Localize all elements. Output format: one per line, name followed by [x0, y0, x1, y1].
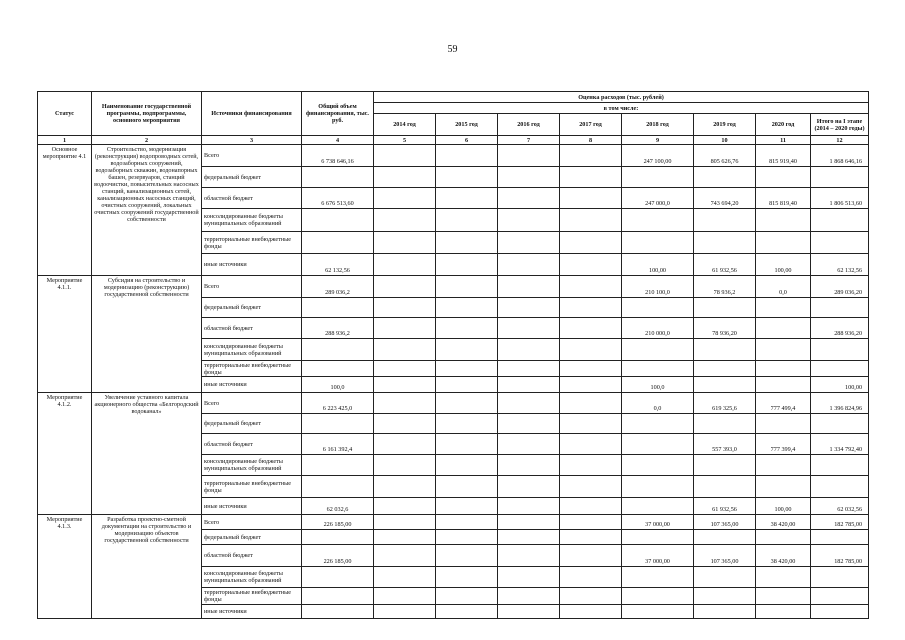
year-cell — [374, 276, 436, 298]
total-cell — [302, 476, 374, 498]
year-cell — [498, 498, 560, 515]
source-label: Всего — [202, 276, 302, 298]
year-cell: 38 420,00 — [756, 545, 811, 567]
stage-total-cell: 288 936,20 — [811, 318, 869, 339]
year-cell — [560, 361, 622, 377]
column-number: 7 — [498, 136, 560, 145]
year-cell — [374, 361, 436, 377]
year-cell — [560, 318, 622, 339]
year-cell — [498, 515, 560, 530]
year-cell — [498, 455, 560, 476]
table-row — [38, 276, 869, 298]
year-cell: 777 499,4 — [756, 393, 811, 414]
stage-total-cell — [811, 567, 869, 588]
year-cell — [436, 498, 498, 515]
year-cell — [560, 515, 622, 530]
total-cell: 6 161 392,4 — [302, 434, 374, 455]
year-cell — [560, 276, 622, 298]
year-cell: 78 936,20 — [694, 318, 756, 339]
year-cell: 100,00 — [622, 254, 694, 276]
year-cell — [498, 145, 560, 167]
year-cell — [498, 476, 560, 498]
year-cell — [374, 515, 436, 530]
year-cell — [498, 588, 560, 605]
row-name: Разработка проектно-сметной документации на строительство и модернизацию объектов государственной собственности — [92, 515, 202, 619]
total-cell — [302, 567, 374, 588]
year-cell — [622, 232, 694, 254]
year-cell — [436, 232, 498, 254]
year-cell — [560, 476, 622, 498]
year-cell — [374, 188, 436, 209]
year-cell — [560, 567, 622, 588]
column-number: 8 — [560, 136, 622, 145]
year-cell — [694, 232, 756, 254]
year-cell — [622, 434, 694, 455]
year-cell — [374, 254, 436, 276]
total-cell — [302, 530, 374, 545]
year-cell — [560, 588, 622, 605]
column-number: 10 — [694, 136, 756, 145]
year-cell — [498, 209, 560, 232]
year-cell — [622, 588, 694, 605]
stage-total-cell: 1 396 824,96 — [811, 393, 869, 414]
year-cell — [694, 476, 756, 498]
year-cell — [756, 339, 811, 361]
year-cell: 210 100,0 — [622, 276, 694, 298]
year-cell — [622, 209, 694, 232]
source-label: иные источники — [202, 254, 302, 276]
total-cell: 226 185,00 — [302, 545, 374, 567]
total-cell: 226 185,00 — [302, 515, 374, 530]
year-cell: 37 000,00 — [622, 515, 694, 530]
year-cell — [694, 605, 756, 619]
row-status: Мероприятие 4.1.2. — [38, 393, 92, 515]
year-cell — [622, 414, 694, 434]
stage-total-cell: 182 785,00 — [811, 545, 869, 567]
source-label: областной бюджет — [202, 434, 302, 455]
header-year: 2019 год — [694, 114, 756, 136]
year-cell — [436, 530, 498, 545]
stage-total-cell: 289 036,20 — [811, 276, 869, 298]
year-cell — [694, 588, 756, 605]
total-cell — [302, 339, 374, 361]
year-cell — [560, 188, 622, 209]
row-name: Субсидия на строительство и модернизацию (реконструкцию) государственной собственности — [92, 276, 202, 393]
source-label: иные источники — [202, 498, 302, 515]
header-year: 2020 год — [756, 114, 811, 136]
year-cell — [498, 545, 560, 567]
year-cell — [498, 530, 560, 545]
total-cell — [302, 209, 374, 232]
column-number: 1 — [38, 136, 92, 145]
year-cell — [436, 455, 498, 476]
stage-total-cell — [811, 361, 869, 377]
year-cell — [560, 232, 622, 254]
year-cell — [436, 393, 498, 414]
year-cell — [498, 167, 560, 188]
year-cell — [374, 567, 436, 588]
year-cell — [374, 476, 436, 498]
year-cell — [436, 145, 498, 167]
stage-total-cell: 1 334 792,40 — [811, 434, 869, 455]
total-cell: 62 032,6 — [302, 498, 374, 515]
year-cell — [622, 605, 694, 619]
year-cell: 100,00 — [756, 498, 811, 515]
total-cell: 100,0 — [302, 377, 374, 393]
year-cell: 0,0 — [756, 276, 811, 298]
year-cell — [498, 361, 560, 377]
column-number: 12 — [811, 136, 869, 145]
row-name: Строительство, модернизация (реконструкция) водопроводных сетей, водозаборных сооружений, водозаборных скважин, водонапорных башен, резервуаров, станций водоочистки, повысительных насосных станций, канализационных сетей, канализационных насосных станций, очистных сооружений, локальных очистных сооружений государственной собственности — [92, 145, 202, 276]
source-label: Всего — [202, 145, 302, 167]
year-cell — [560, 254, 622, 276]
year-cell — [374, 232, 436, 254]
year-cell — [756, 605, 811, 619]
year-cell — [498, 254, 560, 276]
source-label: федеральный бюджет — [202, 414, 302, 434]
year-cell — [560, 377, 622, 393]
year-cell — [756, 476, 811, 498]
source-label: федеральный бюджет — [202, 167, 302, 188]
total-cell — [302, 361, 374, 377]
year-cell — [694, 209, 756, 232]
header-year-total: Итого на I этапе (2014 – 2020 годы) — [811, 114, 869, 136]
year-cell — [756, 209, 811, 232]
year-cell: 107 365,00 — [694, 545, 756, 567]
year-cell: 107 365,00 — [694, 515, 756, 530]
year-cell: 743 694,20 — [694, 188, 756, 209]
year-cell — [436, 298, 498, 318]
year-cell — [374, 318, 436, 339]
source-label: консолидированные бюджеты муниципальных образований — [202, 339, 302, 361]
year-cell — [560, 339, 622, 361]
year-cell: 815 819,40 — [756, 188, 811, 209]
year-cell — [498, 434, 560, 455]
stage-total-cell: 182 785,00 — [811, 515, 869, 530]
year-cell — [374, 209, 436, 232]
year-cell — [694, 298, 756, 318]
year-cell — [436, 545, 498, 567]
year-cell — [622, 455, 694, 476]
header-year: 2017 год — [560, 114, 622, 136]
year-cell — [436, 515, 498, 530]
source-label: территориальные внебюджетные фонды — [202, 361, 302, 377]
total-cell: 288 936,2 — [302, 318, 374, 339]
year-cell — [436, 339, 498, 361]
year-cell — [436, 318, 498, 339]
year-cell — [374, 393, 436, 414]
source-label: территориальные внебюджетные фонды — [202, 476, 302, 498]
year-cell — [622, 530, 694, 545]
column-number: 4 — [302, 136, 374, 145]
year-cell — [560, 414, 622, 434]
total-cell — [302, 455, 374, 476]
source-label: территориальные внебюджетные фонды — [202, 232, 302, 254]
year-cell — [622, 298, 694, 318]
source-label: консолидированные бюджеты муниципальных образований — [202, 455, 302, 476]
year-cell — [756, 298, 811, 318]
year-cell — [560, 605, 622, 619]
column-number: 2 — [92, 136, 202, 145]
year-cell — [374, 545, 436, 567]
row-status: Основное мероприятие 4.1 — [38, 145, 92, 276]
year-cell — [756, 167, 811, 188]
year-cell: 0,0 — [622, 393, 694, 414]
year-cell — [498, 414, 560, 434]
year-cell: 247 100,00 — [622, 145, 694, 167]
header-total: Общий объем финансирования, тыс. руб. — [302, 92, 374, 136]
year-cell — [756, 361, 811, 377]
year-cell — [498, 276, 560, 298]
year-cell — [374, 434, 436, 455]
column-number: 3 — [202, 136, 302, 145]
table-row — [38, 145, 869, 167]
stage-total-cell — [811, 476, 869, 498]
total-cell — [302, 298, 374, 318]
year-cell — [498, 232, 560, 254]
year-cell — [374, 605, 436, 619]
source-label: федеральный бюджет — [202, 530, 302, 545]
source-label: консолидированные бюджеты муниципальных образований — [202, 567, 302, 588]
total-cell: 289 036,2 — [302, 276, 374, 298]
stage-total-cell — [811, 209, 869, 232]
stage-total-cell: 62 132,56 — [811, 254, 869, 276]
year-cell: 38 420,00 — [756, 515, 811, 530]
year-cell — [374, 145, 436, 167]
year-cell — [374, 339, 436, 361]
source-label: Всего — [202, 515, 302, 530]
year-cell: 78 936,2 — [694, 276, 756, 298]
year-cell — [498, 318, 560, 339]
year-cell — [374, 377, 436, 393]
year-cell — [560, 167, 622, 188]
stage-total-cell: 1 806 513,60 — [811, 188, 869, 209]
year-cell: 37 000,00 — [622, 545, 694, 567]
year-cell — [436, 167, 498, 188]
header-year: 2018 год — [622, 114, 694, 136]
year-cell — [560, 498, 622, 515]
header-year: 2016 год — [498, 114, 560, 136]
stage-total-cell — [811, 455, 869, 476]
year-cell — [498, 567, 560, 588]
year-cell — [756, 232, 811, 254]
header-name: Наименование государственной программы, подпрограммы, основного мероприятия — [92, 92, 202, 136]
page-number: 59 — [447, 44, 458, 55]
year-cell — [694, 167, 756, 188]
year-cell — [560, 298, 622, 318]
year-cell — [498, 605, 560, 619]
header-including: в том числе: — [374, 103, 869, 114]
source-label: федеральный бюджет — [202, 298, 302, 318]
year-cell: 210 000,0 — [622, 318, 694, 339]
total-cell: 6 676 513,60 — [302, 188, 374, 209]
year-cell — [756, 588, 811, 605]
year-cell — [374, 498, 436, 515]
total-cell: 6 738 646,16 — [302, 145, 374, 167]
year-cell — [560, 545, 622, 567]
stage-total-cell: 100,00 — [811, 377, 869, 393]
year-cell — [756, 455, 811, 476]
year-cell — [436, 209, 498, 232]
year-cell — [560, 530, 622, 545]
stage-total-cell — [811, 588, 869, 605]
source-label: иные источники — [202, 605, 302, 619]
stage-total-cell — [811, 605, 869, 619]
year-cell — [374, 588, 436, 605]
year-cell: 557 393,0 — [694, 434, 756, 455]
year-cell — [560, 393, 622, 414]
year-cell — [436, 414, 498, 434]
stage-total-cell — [811, 414, 869, 434]
year-cell — [694, 414, 756, 434]
header-estimate: Оценка расходов (тыс. рублей) — [374, 92, 869, 103]
table-row — [38, 515, 869, 530]
year-cell — [694, 377, 756, 393]
header-source: Источники финансирования — [202, 92, 302, 136]
source-label: иные источники — [202, 377, 302, 393]
year-cell: 247 000,0 — [622, 188, 694, 209]
year-cell — [436, 361, 498, 377]
stage-total-cell — [811, 232, 869, 254]
total-cell — [302, 167, 374, 188]
year-cell — [694, 339, 756, 361]
column-number: 6 — [436, 136, 498, 145]
year-cell — [756, 530, 811, 545]
year-cell — [498, 339, 560, 361]
year-cell — [694, 567, 756, 588]
stage-total-cell — [811, 530, 869, 545]
year-cell — [436, 605, 498, 619]
total-cell — [302, 232, 374, 254]
total-cell: 62 132,56 — [302, 254, 374, 276]
year-cell: 777 399,4 — [756, 434, 811, 455]
source-label: областной бюджет — [202, 545, 302, 567]
stage-total-cell — [811, 298, 869, 318]
year-cell — [756, 567, 811, 588]
column-number: 9 — [622, 136, 694, 145]
stage-total-cell: 1 868 646,16 — [811, 145, 869, 167]
year-cell — [374, 167, 436, 188]
year-cell — [498, 188, 560, 209]
year-cell — [374, 530, 436, 545]
year-cell — [374, 298, 436, 318]
year-cell — [436, 567, 498, 588]
year-cell — [436, 476, 498, 498]
year-cell — [622, 498, 694, 515]
year-cell — [560, 145, 622, 167]
year-cell — [436, 434, 498, 455]
year-cell — [756, 318, 811, 339]
row-status: Мероприятие 4.1.3. — [38, 515, 92, 619]
year-cell — [436, 254, 498, 276]
column-number: 5 — [374, 136, 436, 145]
year-cell — [622, 476, 694, 498]
year-cell — [756, 414, 811, 434]
header-status: Статус — [38, 92, 92, 136]
year-cell — [560, 209, 622, 232]
year-cell — [374, 455, 436, 476]
stage-total-cell — [811, 339, 869, 361]
total-cell: 6 223 425,0 — [302, 393, 374, 414]
year-cell — [622, 567, 694, 588]
source-label: консолидированные бюджеты муниципальных образований — [202, 209, 302, 232]
table-row — [38, 393, 869, 414]
year-cell — [622, 361, 694, 377]
stage-total-cell: 62 032,56 — [811, 498, 869, 515]
year-cell — [498, 377, 560, 393]
year-cell — [374, 414, 436, 434]
total-cell — [302, 605, 374, 619]
year-cell — [436, 588, 498, 605]
year-cell: 61 932,56 — [694, 498, 756, 515]
year-cell: 805 626,76 — [694, 145, 756, 167]
stage-total-cell — [811, 167, 869, 188]
source-label: областной бюджет — [202, 188, 302, 209]
year-cell — [436, 188, 498, 209]
header-year: 2014 год — [374, 114, 436, 136]
source-label: территориальные внебюджетные фонды — [202, 588, 302, 605]
year-cell: 619 325,6 — [694, 393, 756, 414]
source-label: областной бюджет — [202, 318, 302, 339]
year-cell — [498, 393, 560, 414]
year-cell — [694, 530, 756, 545]
year-cell — [560, 455, 622, 476]
column-number: 11 — [756, 136, 811, 145]
row-status: Мероприятие 4.1.1. — [38, 276, 92, 393]
total-cell — [302, 588, 374, 605]
year-cell: 815 919,40 — [756, 145, 811, 167]
year-cell — [436, 276, 498, 298]
year-cell — [694, 361, 756, 377]
year-cell: 61 932,56 — [694, 254, 756, 276]
total-cell — [302, 414, 374, 434]
expenditure-table — [37, 91, 869, 619]
year-cell — [436, 377, 498, 393]
year-cell — [498, 298, 560, 318]
row-name: Увеличение уставного капитала акционерного общества «Белгородский водоканал» — [92, 393, 202, 515]
year-cell: 100,00 — [756, 254, 811, 276]
year-cell — [694, 455, 756, 476]
year-cell — [622, 339, 694, 361]
year-cell: 100,0 — [622, 377, 694, 393]
year-cell — [560, 434, 622, 455]
year-cell — [622, 167, 694, 188]
year-cell — [756, 377, 811, 393]
header-year: 2015 год — [436, 114, 498, 136]
source-label: Всего — [202, 393, 302, 414]
